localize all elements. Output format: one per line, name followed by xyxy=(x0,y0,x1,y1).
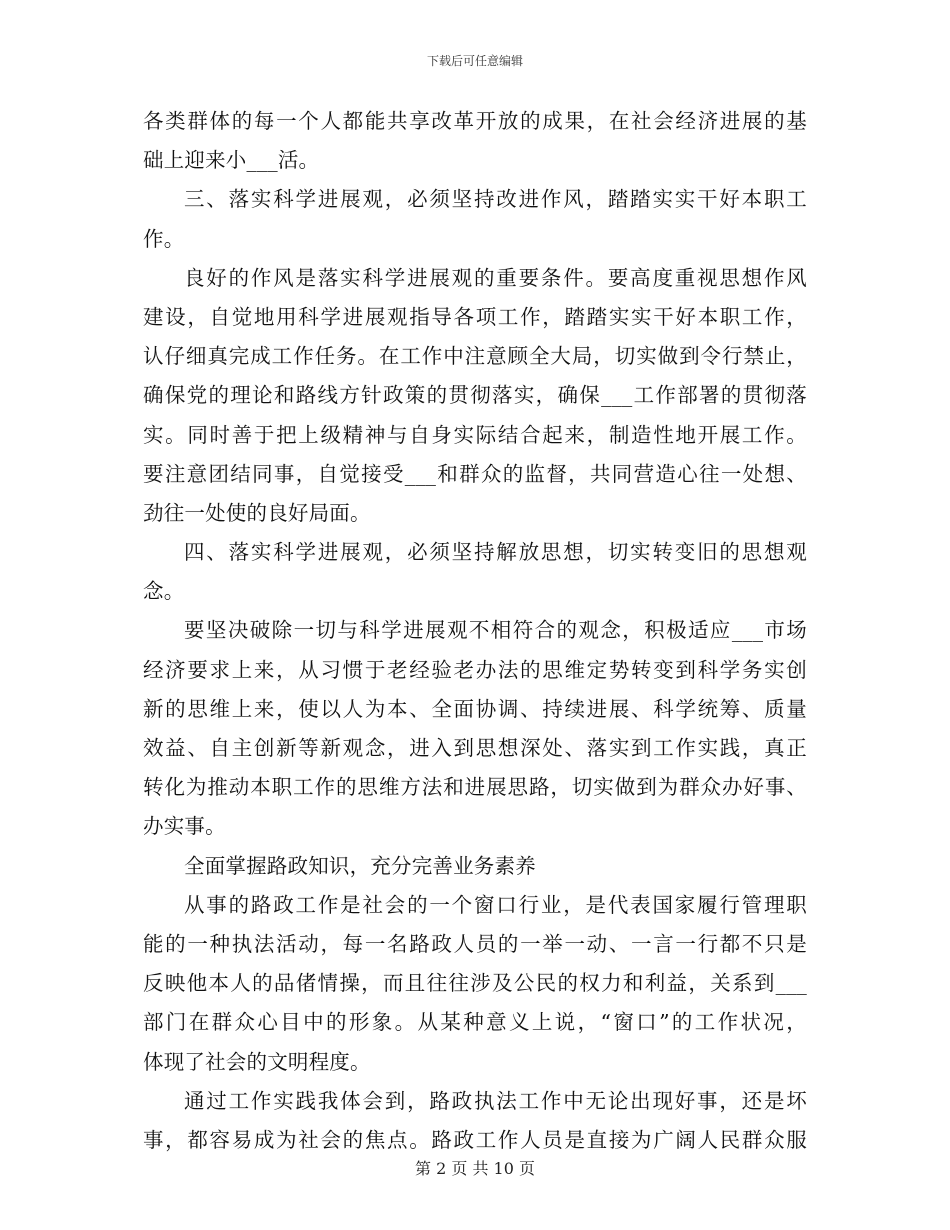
text-line: 认仔细真完成工作任务。在工作中注意顾全大局，切实做到令行禁止， xyxy=(143,344,807,369)
text-line: 通过工作实践我体会到，路政执法工作中无论出现好事，还是坏 xyxy=(184,1088,807,1113)
section-heading-line: 三、落实科学进展观，必须坚持改进作风，踏踏实实干好本职工 xyxy=(184,187,807,212)
text-line: 经济要求上来，从习惯于老经验老办法的思维定势转变到科学务实创 xyxy=(143,657,807,682)
text-line: 确保党的理论和路线方针政策的贯彻落实，确保___工作部署的贯彻落 xyxy=(143,383,807,408)
text-line: 新的思维上来，使以人为本、全面协调、持续进展、科学统筹、质量 xyxy=(143,696,807,721)
text-line: 要坚决破除一切与科学进展观不相符合的观念，积极适应___市场 xyxy=(184,618,807,643)
page-header-note: 下载后可任意编辑 xyxy=(426,54,523,68)
section-heading-line: 念。 xyxy=(143,579,185,604)
text-line: 各类群体的每一个人都能共享改革开放的成果，在社会经济进展的基 xyxy=(143,109,807,133)
text-line: 良好的作风是落实科学进展观的重要条件。要高度重视思想作风 xyxy=(184,265,807,290)
text-line: 事，都容易成为社会的焦点。路政工作人员是直接为广阔人民群众服 xyxy=(143,1127,807,1152)
text-line: 体现了社会的文明程度。 xyxy=(143,1049,371,1074)
text-line: 劲往一处使的良好局面。 xyxy=(143,500,371,525)
text-line: 转化为推动本职工作的思维方法和进展思路，切实做到为群众办好事、 xyxy=(143,775,807,800)
text-line: 要注意团结同事，自觉接受___和群众的监督，共同营造心往一处想、 xyxy=(143,461,807,486)
document-body xyxy=(143,102,807,1160)
text-line: 反映他本人的品偖情操，而且往往涉及公民的权力和利益，关系到___ xyxy=(143,971,807,996)
text-line: 实。同时善于把上级精神与自身实际结合起来，制造性地开展工作。 xyxy=(143,422,807,447)
section-heading-line: 作。 xyxy=(143,226,185,251)
subheading-line: 全面掌握路政知识，充分完善业务素养 xyxy=(184,853,536,878)
text-line: 能的一种执法活动，每一名路政人员的一举一动、一言一行都不只是 xyxy=(143,931,807,956)
page-number: 第 2 页 共 10 页 xyxy=(415,1159,535,1178)
text-line: 效益、自主创新等新观念，进入到思想深处、落实到工作实践，真正 xyxy=(143,736,807,760)
text-line: 从事的路政工作是社会的一个窗口行业，是代表国家履行管理职 xyxy=(184,892,807,917)
text-line: 部门在群众心目中的形象。从某种意义上说，“窗口”的工作状况， xyxy=(143,1010,807,1035)
text-line: 建设，自觉地用科学进展观指导各项工作，踏踏实实干好本职工作， xyxy=(143,304,807,329)
text-line: 础上迎来小___活。 xyxy=(143,148,320,173)
text-line: 办实事。 xyxy=(143,814,226,839)
section-heading-line: 四、落实科学进展观，必须坚持解放思想，切实转变旧的思想观 xyxy=(184,540,807,565)
